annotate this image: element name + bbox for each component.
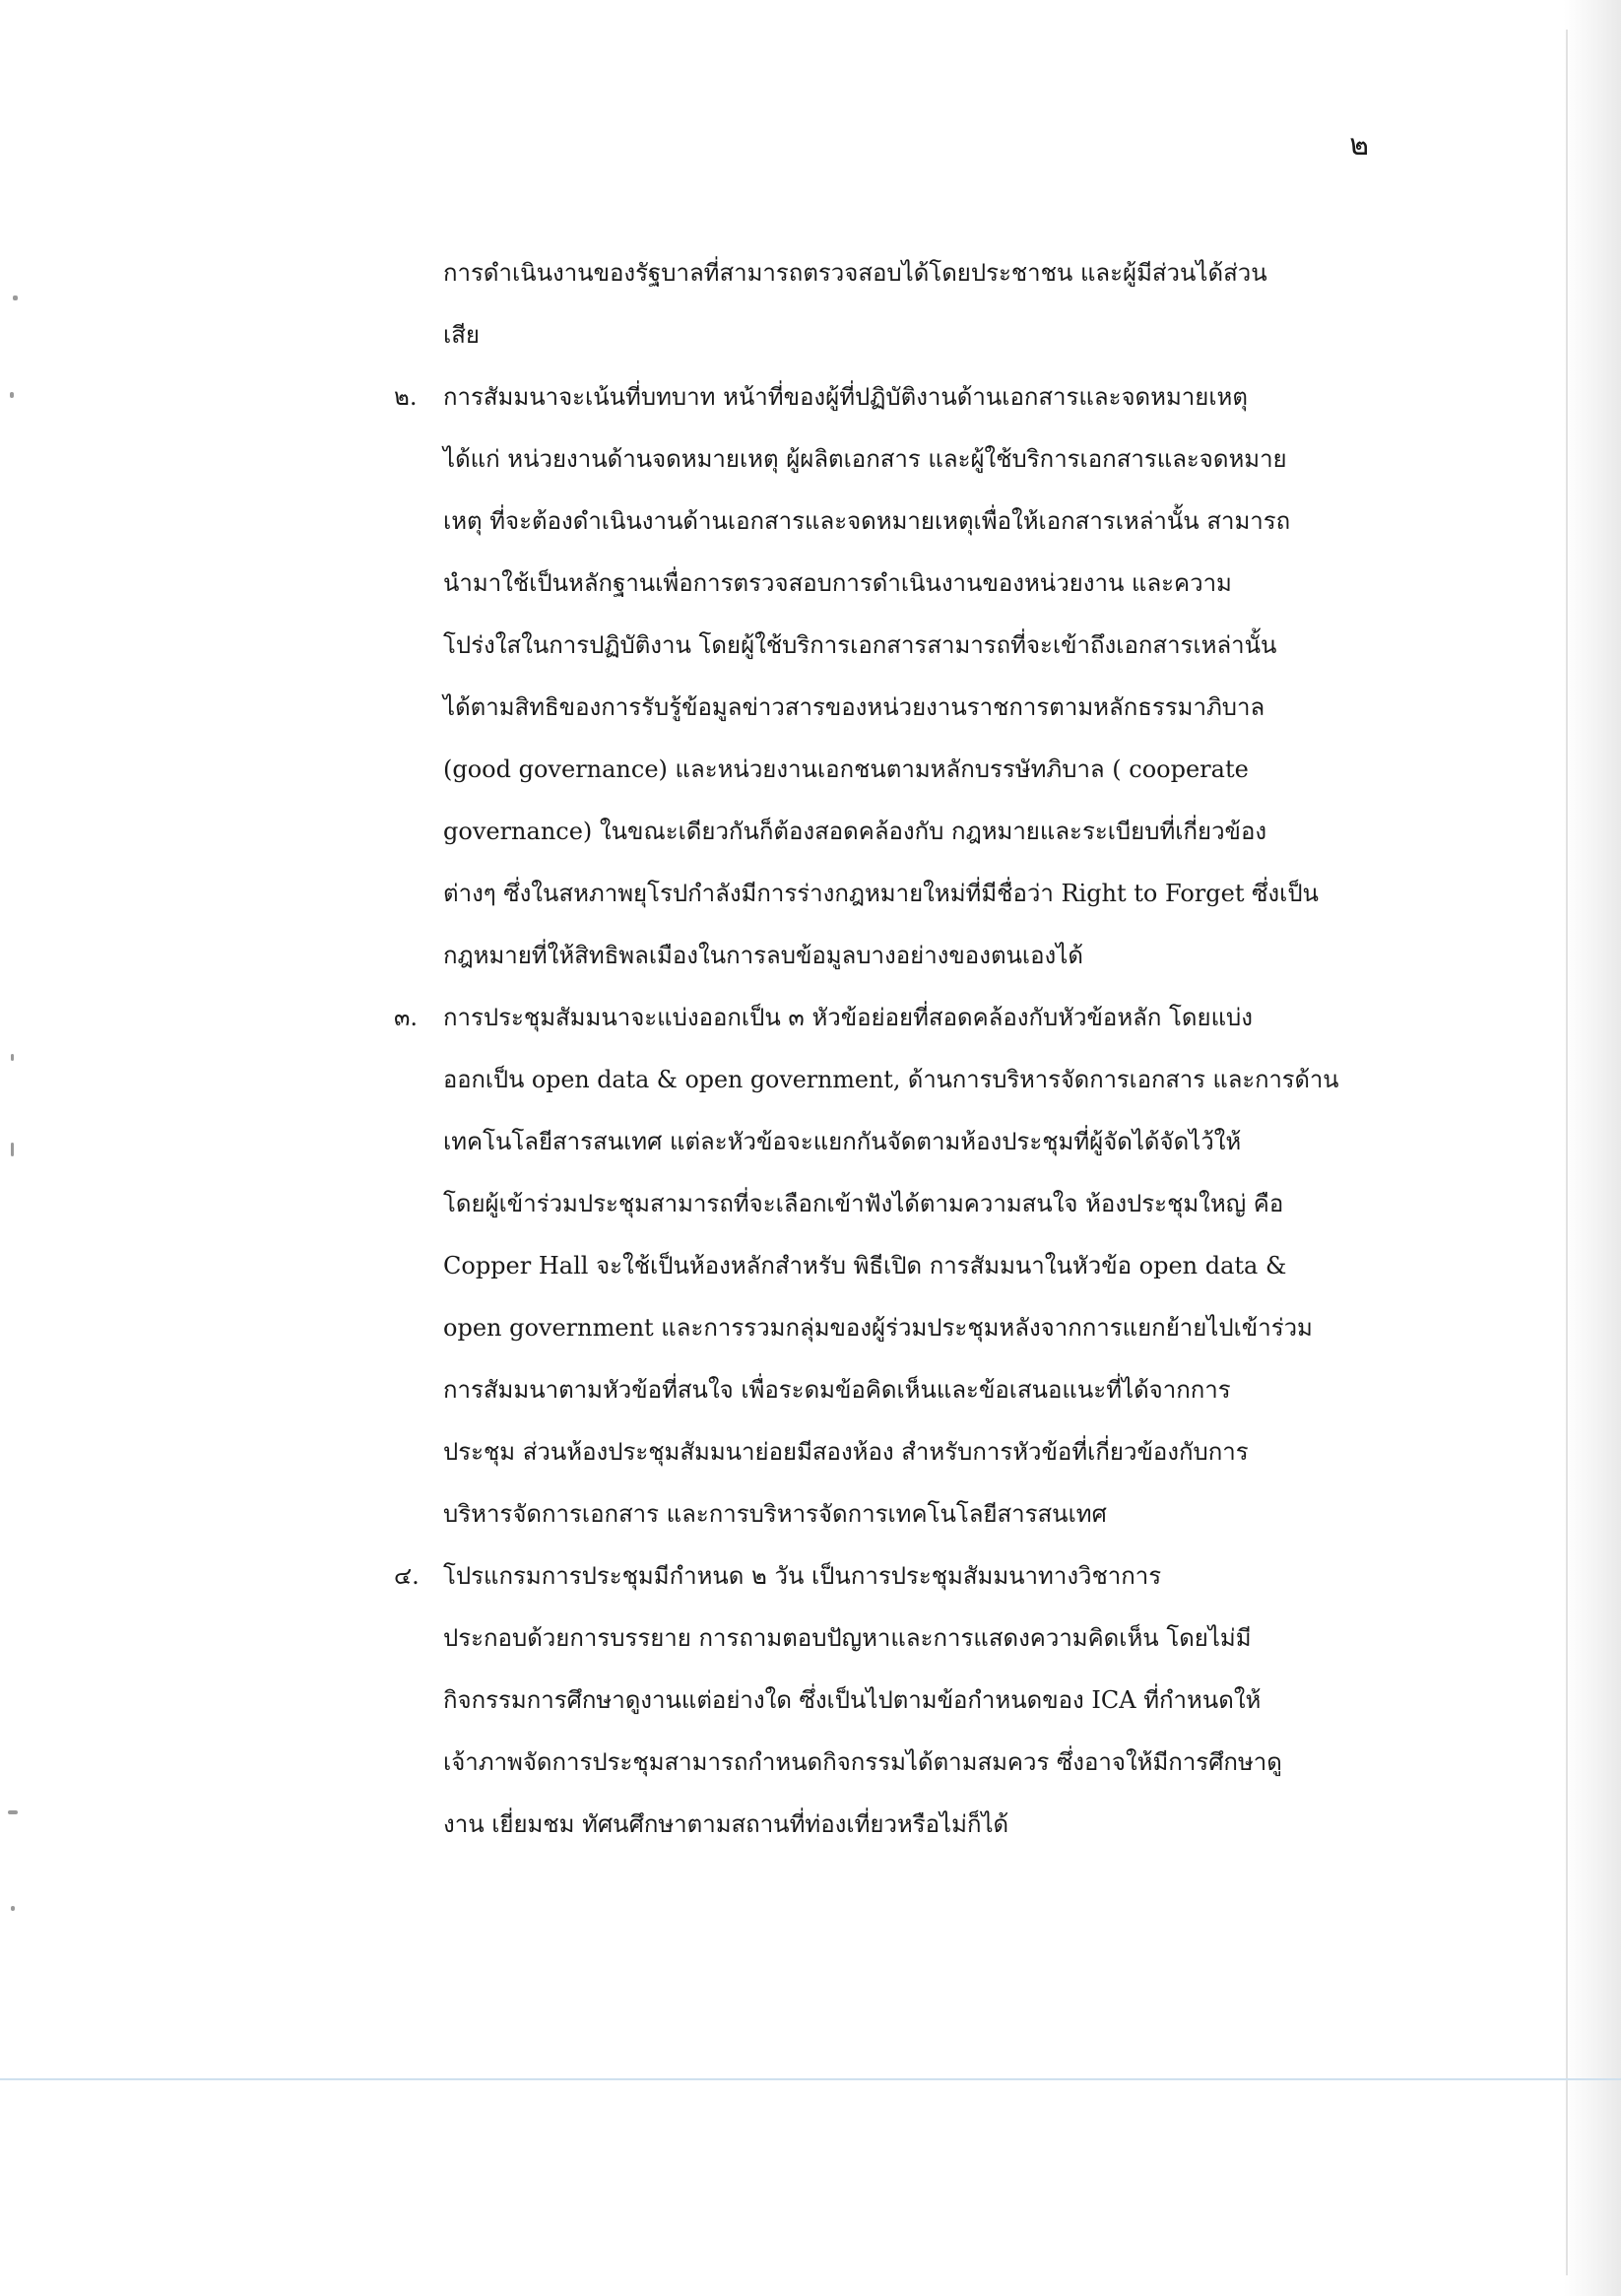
list-item-number: ๒. (394, 383, 418, 411)
text-line: ประกอบด้วยการบรรยาย การถามตอบปัญหาและการแสดงความคิดเห็น โดยไม่มี (443, 1624, 1252, 1652)
text-line: (good governance) และหน่วยงานเอกชนตามหลักบรรษัทภิบาล ( cooperate (443, 755, 1249, 783)
text-line: open government และการรวมกลุ่มของผู้ร่วมประชุมหลังจากการแยกย้ายไปเข้าร่วม (443, 1314, 1313, 1342)
text-line: การดำเนินงานของรัฐบาลที่สามารถตรวจสอบได้โดยประชาชน และผู้มีส่วนได้ส่วน (443, 259, 1267, 287)
text-line: กิจกรรมการศึกษาดูงานแต่อย่างใด ซึ่งเป็นไปตามข้อกำหนดของ ICA ที่กำหนดให้ (443, 1686, 1262, 1714)
scan-speck (11, 1906, 15, 1911)
text-line: โปร่งใสในการปฏิบัติงาน โดยผู้ใช้บริการเอกสารสามารถที่จะเข้าถึงเอกสารเหล่านั้น (443, 631, 1277, 659)
scan-speck (10, 392, 14, 398)
text-line: เจ้าภาพจัดการประชุมสามารถกำหนดกิจกรรมได้ตามสมควร ซึ่งอาจให้มีการศึกษาดู (443, 1748, 1282, 1776)
text-line: Copper Hall จะใช้เป็นห้องหลักสำหรับ พิธีเปิด การสัมมนาในหัวข้อ open data & (443, 1252, 1287, 1279)
text-line: เสีย (443, 321, 480, 349)
text-line: ประชุม ส่วนห้องประชุมสัมมนาย่อยมีสองห้อง สำหรับการหัวข้อที่เกี่ยวข้องกับการ (443, 1438, 1249, 1466)
text-line: เหตุ ที่จะต้องดำเนินงานด้านเอกสารและจดหมายเหตุเพื่อให้เอกสารเหล่านั้น สามารถ (443, 507, 1291, 535)
list-item-text (443, 987, 1339, 1545)
text-line: การประชุมสัมมนาจะแบ่งออกเป็น ๓ หัวข้อย่อยที่สอดคล้องกับหัวข้อหลัก โดยแบ่ง (443, 1004, 1253, 1031)
binding-edge-shadow (1564, 0, 1621, 2296)
text-line: ได้แก่ หน่วยงานด้านจดหมายเหตุ ผู้ผลิตเอกสาร และผู้ใช้บริการเอกสารและจดหมาย (443, 445, 1287, 473)
page-number: ๒ (1349, 128, 1369, 163)
list-item-3 (394, 987, 1339, 1545)
list-item-2 (394, 366, 1339, 987)
binding-edge-line (1566, 30, 1568, 2275)
text-line: กฎหมายที่ให้สิทธิพลเมืองในการลบข้อมูลบางอย่างของตนเองได้ (443, 942, 1083, 969)
text-line: เทคโนโลยีสารสนเทศ แต่ละหัวข้อจะแยกกันจัดตามห้องประชุมที่ผู้จัดได้จัดไว้ให้ (443, 1128, 1242, 1155)
scan-speck (11, 1143, 14, 1156)
text-line: การสัมมนาจะเน้นที่บทบาท หน้าที่ของผู้ที่ปฏิบัติงานด้านเอกสารและจดหมายเหตุ (443, 383, 1248, 411)
scan-speck (8, 1810, 18, 1814)
text-line: ได้ตามสิทธิของการรับรู้ข้อมูลข่าวสารของหน่วยงานราชการตามหลักธรรมาภิบาล (443, 693, 1265, 721)
text-line: การสัมมนาตามหัวข้อที่สนใจ เพื่อระดมข้อคิดเห็นและข้อเสนอแนะที่ได้จากการ (443, 1376, 1231, 1404)
continuation-paragraph (394, 242, 1339, 366)
document-body (394, 242, 1339, 1856)
scan-guide-line (0, 2078, 1621, 2080)
list-item-text (443, 366, 1339, 987)
list-item-number: ๔. (394, 1562, 420, 1590)
text-line: งาน เยี่ยมชม ทัศนศึกษาตามสถานที่ท่องเที่ยวหรือไม่ก็ได้ (443, 1810, 1009, 1838)
text-line: ต่างๆ ซึ่งในสหภาพยุโรปกำลังมีการร่างกฎหมายใหม่ที่มีชื่อว่า Right to Forget ซึ่งเป็น (443, 880, 1319, 907)
scan-speck (11, 1054, 14, 1061)
text-line: นำมาใช้เป็นหลักฐานเพื่อการตรวจสอบการดำเนินงานของหน่วยงาน และความ (443, 569, 1232, 597)
scan-speck (13, 295, 18, 300)
list-item-4 (394, 1545, 1339, 1856)
text-line: โปรแกรมการประชุมมีกำหนด ๒ วัน เป็นการประชุมสัมมนาทางวิชาการ (443, 1562, 1162, 1590)
text-line: governance) ในขณะเดียวกันก็ต้องสอดคล้องกับ กฎหมายและระเบียบที่เกี่ยวข้อง (443, 818, 1267, 845)
list-item-number: ๓. (394, 1004, 419, 1031)
text-line: โดยผู้เข้าร่วมประชุมสามารถที่จะเลือกเข้าฟังได้ตามความสนใจ ห้องประชุมใหญ่ คือ (443, 1190, 1284, 1217)
text-line: ออกเป็น open data & open government, ด้านการบริหารจัดการเอกสาร และการด้าน (443, 1066, 1339, 1093)
text-line: บริหารจัดการเอกสาร และการบริหารจัดการเทคโนโลยีสารสนเทศ (443, 1500, 1107, 1528)
list-item-text (443, 1545, 1339, 1856)
